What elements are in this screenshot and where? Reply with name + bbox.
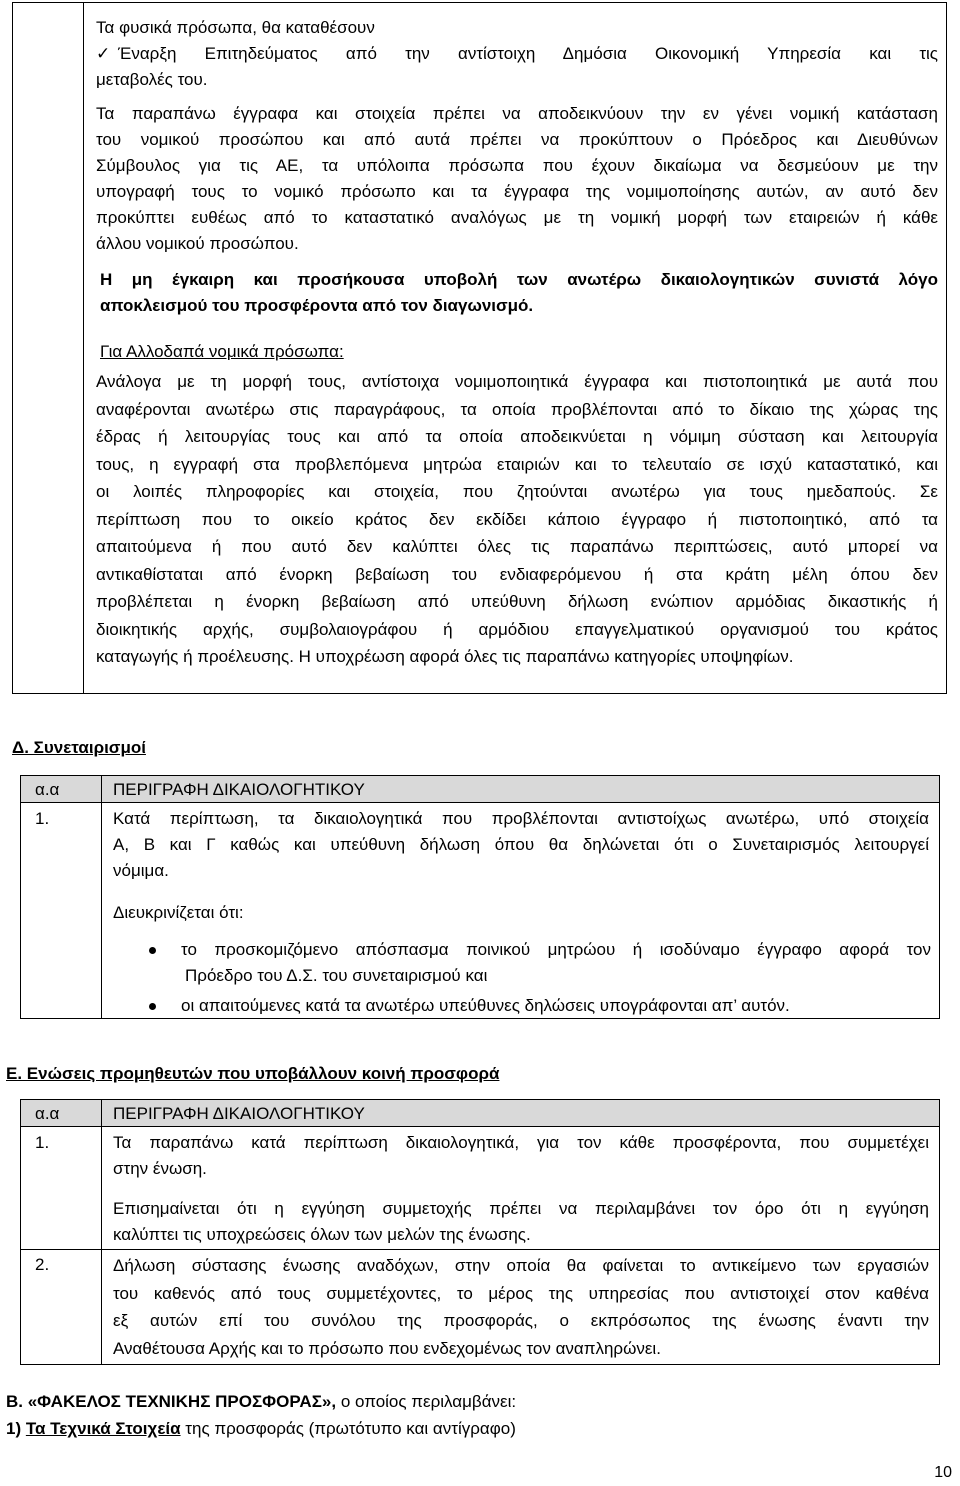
desc-line: νόμιμα. xyxy=(113,861,169,880)
foreign-line: αντικαθίσταται από ένορκη βεβαίωση του ενδιαφερόμενου ή στα κράτη μέλη όπου δεν xyxy=(96,564,938,584)
row-description xyxy=(113,806,929,926)
row-divider xyxy=(21,1249,939,1250)
foreign-entities-title: Για Αλλοδαπά νομικά πρόσωπα: xyxy=(100,342,344,361)
para1-line: Σύμβουλος για τις ΑΕ, τα υπόλοιπα πρόσωπα που έχουν δικαίωμα να δεσμεύουν με την xyxy=(96,156,938,175)
col-no-header: α.α xyxy=(35,1104,60,1123)
para1-line: Τα παραπάνω έγγραφα και στοιχεία πρέπει να αποδεικνύουν την εν γένει νομική κατάσταση xyxy=(96,104,938,123)
item-number: 1) xyxy=(6,1419,22,1438)
row-number: 1. xyxy=(35,809,50,828)
foreign-line: απαιτούμενα ή που αυτό δεν καλύπτει όλες τις παραπάνω περιπτώσεις, αυτό μπορεί να xyxy=(96,537,938,556)
check-item-cont: μεταβολές του. xyxy=(96,70,208,89)
bullet-line: το προσκομιζόμενο απόσπασμα ποινικού μητρώου ή ισοδύναμο έγγραφο αφορά τον xyxy=(181,940,931,959)
check-item: ✓ Έναρξη Επιτηδεύματος από την αντίστοιχη Δημόσια Οικονομική Υπηρεσία και τις xyxy=(96,41,938,67)
exclusion-warning-cont: αποκλεισμού του προσφέροντα από τον διαγωνισμό. xyxy=(100,296,534,315)
bullet-item xyxy=(181,937,931,989)
para1-line: προκύπτει ευθέως από το καταστατικό αναλόγως με τη νομική μορφή των εταιρειών ή κάθε xyxy=(96,208,938,227)
desc-line: Α, Β και Γ καθώς και υπεύθυνη δήλωση όπου θα δηλώνεται ότι ο Συνεταιρισμός λειτουργεί xyxy=(113,835,929,854)
desc-line: Αναθέτουσα Αρχής και το πρόσωπο που ενδεχομένως τον αναπληρώνει. xyxy=(113,1338,661,1358)
technical-item xyxy=(6,1416,516,1442)
foreign-paragraph xyxy=(96,368,938,671)
section-b-title-bold: Β. «ΦΑΚΕΛΟΣ ΤΕΧΝΙΚΗΣ ΠΡΟΣΦΟΡΑΣ», xyxy=(6,1392,337,1411)
desc-line: Κατά περίπτωση, τα δικαιολογητικά που προβλέπονται αντιστοίχως ανωτέρω, υπό στοιχεία xyxy=(113,809,929,828)
col-no-header: α.α xyxy=(35,780,60,799)
foreign-line: αναφέρονται ανωτέρω στις παραγράφους, τα οποία προβλέπονται από το δίκαιο της χώρας της xyxy=(96,399,938,419)
para1-line: άλλου νομικού προσώπου. xyxy=(96,234,299,253)
section-e-table xyxy=(20,1099,940,1365)
col-desc-header: ΠΕΡΙΓΡΑΦΗ ΔΙΚΑΙΟΛΟΓΗΤΙΚΟΥ xyxy=(113,780,365,799)
technical-data-label: Τα Τεχνικά Στοιχεία xyxy=(25,1419,181,1438)
bullet-icon xyxy=(149,1003,156,1010)
row-description xyxy=(113,1130,929,1248)
desc-line: του καθενός από τους συμμετέχοντες, το μέρος της υπηρεσίας που αντιστοιχεί στον καθένα xyxy=(113,1283,929,1303)
section-d-table xyxy=(20,775,940,1019)
section-e-title: Ε. Ενώσεις προμηθευτών που υποβάλλουν κοινή προσφορά xyxy=(6,1064,500,1083)
section-b-title-rest: ο οποίος περιλαμβάνει: xyxy=(336,1392,517,1411)
bullet-line: Πρόεδρο του Δ.Σ. του συνεταιρισμού και xyxy=(185,966,488,985)
desc-line: Δήλωση σύστασης ένωσης αναδόχων, στην οποία θα φαίνεται το αντικείμενο των εργασιών xyxy=(113,1256,929,1275)
row-number: 2. xyxy=(35,1255,50,1274)
section-d-title: Δ. Συνεταιρισμοί xyxy=(12,738,146,757)
bullet-item: οι απαιτούμενες κατά τα ανωτέρω υπεύθυνες δηλώσεις υπογράφονται απ’ αυτόν. xyxy=(181,996,790,1015)
foreign-line: διοικητικής αρχής, συμβολαιογράφου ή αρμόδιου επαγγελματικού οργανισμού του κράτος xyxy=(96,619,938,639)
desc-line: εξ αυτών επί του συνόλου της προσφοράς, ο εκπρόσωπος της ένωσης έναντι την xyxy=(113,1311,929,1330)
foreign-line: προβλέπεται η ένορκη βεβαίωση από υπεύθυνη δήλωση ενώπιον αρμόδιας δικαστικής ή xyxy=(96,592,938,611)
note-line: Επισημαίνεται ότι η εγγύηση συμμετοχής πρέπει να περιλαμβάνει τον όρο ότι η εγγύηση xyxy=(113,1199,929,1218)
section-b-title xyxy=(6,1389,516,1415)
natural-persons-line: Τα φυσικά πρόσωπα, θα καταθέσουν xyxy=(96,18,375,37)
table-left-column xyxy=(13,3,84,693)
row-description xyxy=(113,1252,929,1362)
page-number: 10 xyxy=(934,1464,952,1481)
foreign-line: έδρας ή λειτουργίας τους και από τα οποία αποδεικνύεται η νόμιμη σύσταση και λειτουργία xyxy=(96,427,938,446)
foreign-line: Ανάλογα με τη μορφή τους, αντίστοιχα νομιμοποιητικά έγγραφα και πιστοποιητικά με αυτά που xyxy=(96,372,938,391)
foreign-line: καταγωγής ή προέλευσης. Η υποχρέωση αφορά όλες τις παραπάνω κατηγορίες υποψηφίων. xyxy=(96,647,794,666)
desc-line: στην ένωση. xyxy=(113,1159,207,1178)
row-number: 1. xyxy=(35,1133,50,1152)
foreign-line: περίπτωση που το οικείο κράτος δεν εκδίδει κάποιο έγγραφο ή πιστοποιητικό, από τα xyxy=(96,509,938,529)
para1-line: υπογραφή τους το νομικό πρόσωπο και τα έγγραφα της νομιμοποίησης αυτών, αν αυτό δεν xyxy=(96,182,938,201)
foreign-line: τους, η εγγραφή στα προβλεπόμενα μητρώα εταιριών και το τελευταίο σε ισχύ καταστατικό, και xyxy=(96,454,938,474)
note-line: καλύπτει τις υποχρεώσεις όλων των μελών της ένωσης. xyxy=(113,1225,531,1244)
column-divider xyxy=(101,1100,102,1364)
col-desc-header: ΠΕΡΙΓΡΑΦΗ ΔΙΚΑΙΟΛΟΓΗΤΙΚΟΥ xyxy=(113,1104,365,1123)
column-divider xyxy=(101,776,102,1018)
exclusion-warning: Η μη έγκαιρη και προσήκουσα υποβολή των ανωτέρω δικαιολογητικών συνιστά λόγο xyxy=(100,270,938,289)
table-content-column xyxy=(96,15,938,671)
foreign-line: οι λοιπές πληροφορίες και στοιχεία, που ζητούνται ανωτέρω για τους ημεδαπούς. Σε xyxy=(96,482,938,501)
para1-line: του νομικού προσώπου και από αυτά πρέπει να προκύπτουν ο Πρόεδρος και Διευθύνων xyxy=(96,130,938,149)
item-rest: της προσφοράς (πρωτότυπο και αντίγραφο) xyxy=(180,1419,516,1438)
bullet-icon xyxy=(149,947,156,954)
clarify-label: Διευκρινίζεται ότι: xyxy=(113,903,244,922)
checkmark-icon: ✓ xyxy=(96,44,111,63)
legal-docs-table xyxy=(12,2,947,694)
desc-line: Τα παραπάνω κατά περίπτωση δικαιολογητικά, για τον κάθε προσφέροντα, που συμμετέχει xyxy=(113,1133,929,1152)
